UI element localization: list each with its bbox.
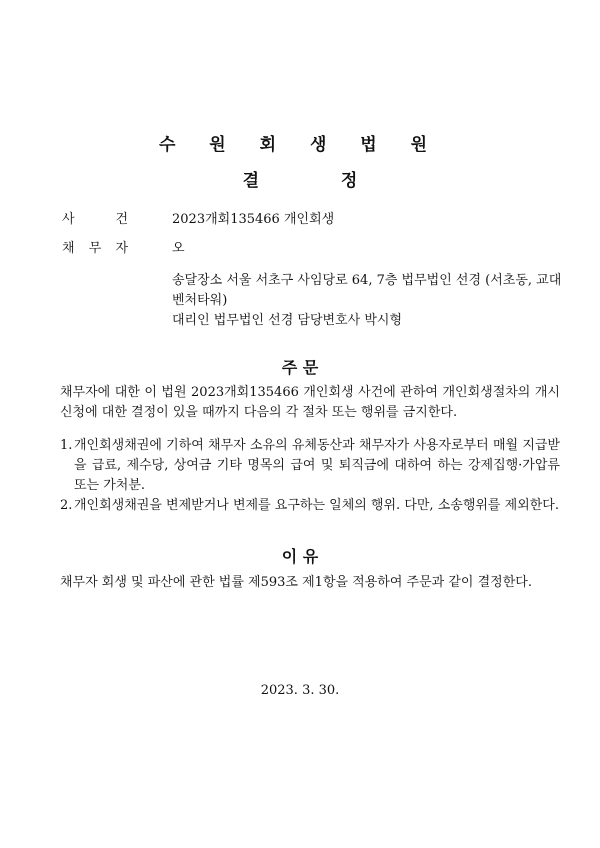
- attorney-line: 대리인 법무법인 선경 담당변호사 박시형: [172, 313, 403, 328]
- decision-date: 2023. 3. 30.: [260, 683, 340, 698]
- order-item: 1. 개인회생채권에 기하여 채무자 소유의 유체동산과 채무자가 사용자로부터 매월 지급받을 급료, 제수당, 상여금 기타 명목의 급여 및 퇴직금에 대하여 하는 강제집행·가압류 또는 가처분.: [60, 438, 560, 493]
- case-label: 사 건: [62, 212, 128, 227]
- reason-text: 채무자 회생 및 파산에 관한 법률 제593조 제1항을 적용하여 주문과 같이 결정한다.: [60, 575, 532, 590]
- reason-heading: 이 유: [281, 547, 319, 566]
- order-items: [60, 436, 560, 516]
- debtor-label: 채 무 자: [62, 241, 128, 256]
- order-intro: 채무자에 대한 이 법원 2023개회135466 개인회생 사건에 관하여 개인회생절차의 개시신청에 대한 결정이 있을 때까지 다음의 각 절차 또는 행위를 금지한다.: [60, 385, 560, 420]
- delivery-address: 송달장소 서울 서초구 사임당로 64, 7층 법무법인 선경 (서초동, 교대벤처타워): [172, 273, 562, 308]
- order-heading: 주 문: [281, 358, 319, 377]
- doc-type-right: 정: [340, 171, 358, 191]
- court-name: 수 원 회 생 법 원: [158, 135, 442, 155]
- debtor-name: 오: [172, 241, 185, 256]
- doc-type-left: 결: [242, 171, 260, 191]
- order-item: 2. 개인회생채권을 변제받거나 변제를 요구하는 일체의 행위. 다만, 소송행위를 제외한다.: [60, 498, 559, 513]
- document-type-title: [0, 166, 600, 191]
- case-number: 2023개회135466 개인회생: [172, 212, 335, 227]
